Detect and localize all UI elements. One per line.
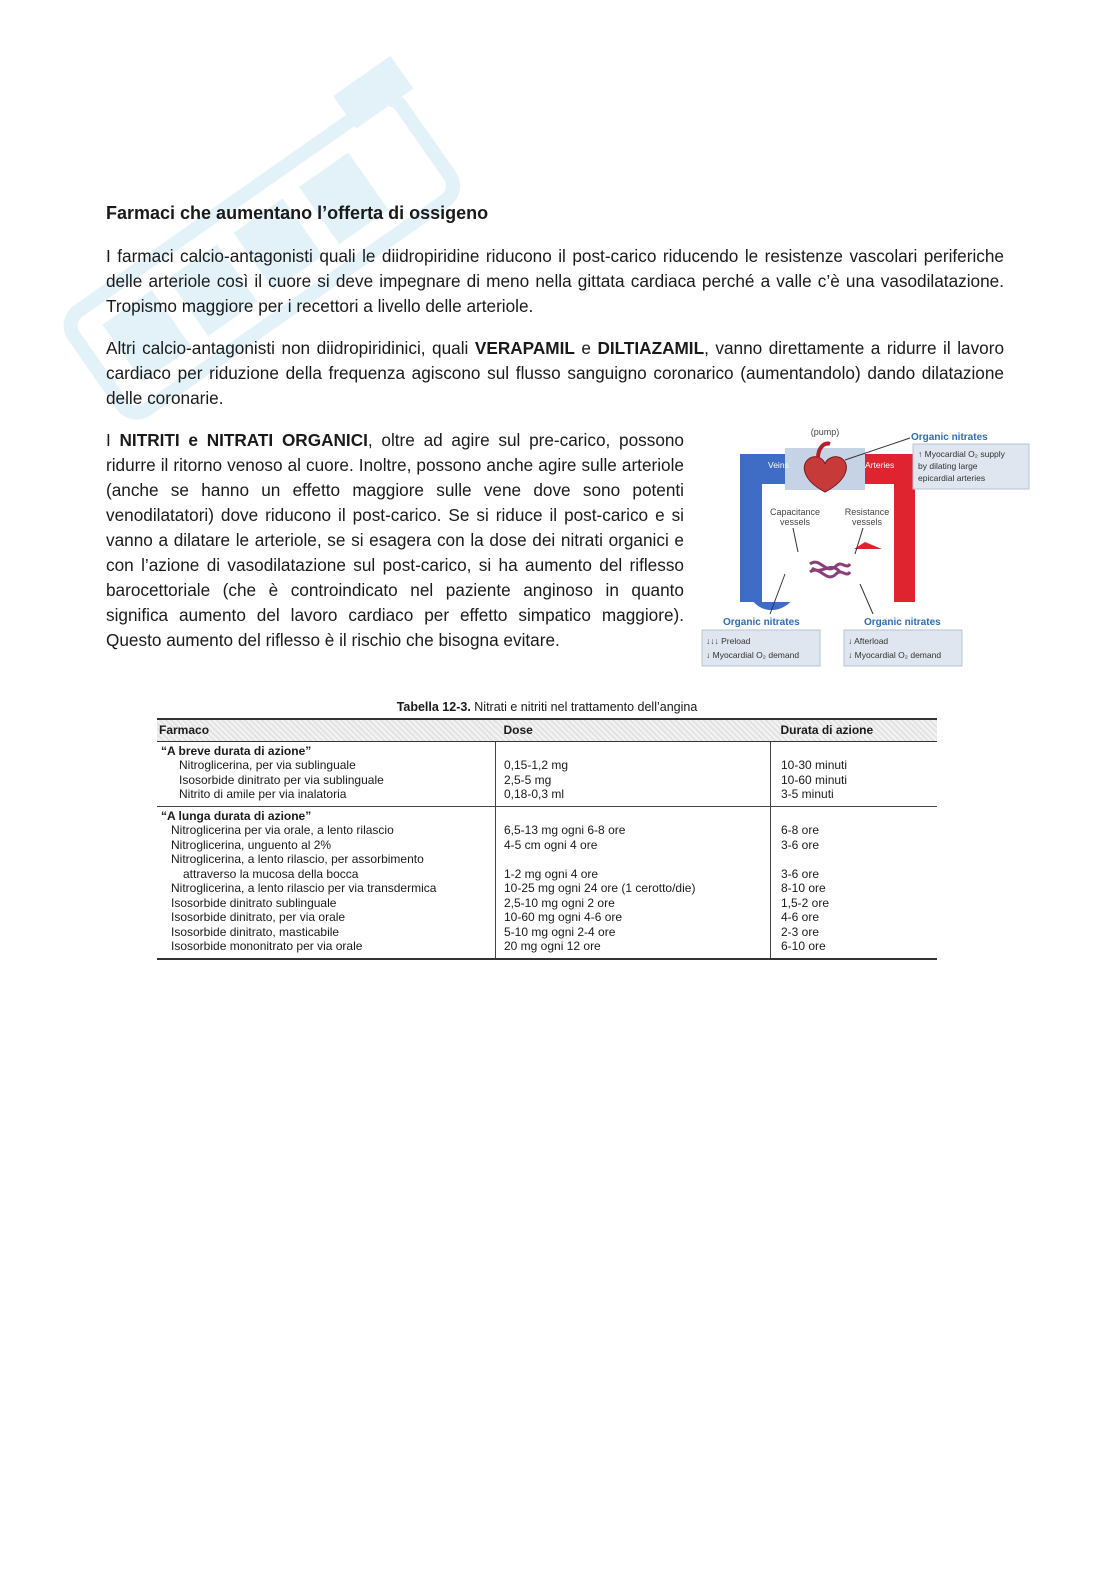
dose-value: 2,5-10 mg ogni 2 ore <box>504 895 615 910</box>
effect-line: ↓↓↓ Preload <box>706 636 751 646</box>
duration-value: 6-10 ore <box>781 939 826 953</box>
dose-value: 4-5 cm ogni 4 ore <box>504 837 598 852</box>
table-caption <box>157 700 937 714</box>
pump-label: (pump) <box>810 427 840 437</box>
drug-cell <box>157 806 496 959</box>
duration-value: 10-30 minuti <box>781 758 848 772</box>
paragraph-text: e <box>574 338 598 358</box>
veins-label: Veins <box>768 460 789 470</box>
effect-line: ↓ Myocardial O₂ demand <box>848 650 942 660</box>
drug-name: Isosorbide mononitrato per via orale <box>171 939 363 953</box>
nitrates-label-right: Organic nitrates <box>864 617 941 628</box>
effect-line: by dilating large <box>918 461 978 471</box>
nitrates-table <box>157 700 937 960</box>
drug-name: Nitroglicerina per via orale, a lento rilascio <box>171 823 394 837</box>
resistance-label-1: Resistance <box>844 507 890 517</box>
effect-line: ↓ Afterload <box>848 636 889 646</box>
drug-name: Isosorbide dinitrato sublinguale <box>171 895 337 910</box>
drug-name: Nitrito di amile per via inalatoria <box>179 787 347 801</box>
table-header-row <box>157 719 937 741</box>
duration-value: 8-10 ore <box>781 881 826 895</box>
drug-name-bold: NITRITI e NITRATI ORGANICI <box>119 430 368 450</box>
drug-cell <box>157 741 496 806</box>
paragraph-calcium-antagonists: I farmaci calcio-antagonisti quali le diidropiridine riducono il post-carico riducendo le resistenze vascolari periferiche delle arteriole così il cuore si deve impegnare di meno nella gittata cardiaca perché a valle c’è una vasodilatazione. Tropismo maggiore per i recettori a livello delle arteriole. <box>106 246 1004 316</box>
table-row <box>157 741 937 806</box>
circulation-diagram <box>700 424 1032 670</box>
dose-value: 5-10 mg ogni 2-4 ore <box>504 924 616 939</box>
dose-cell <box>496 806 771 959</box>
nitrates-label-left: Organic nitrates <box>723 617 800 628</box>
paragraph-text: , oltre ad agire sul pre-carico, possono ridurre il ritorno venoso al cuore. Inoltre, possono anche agire sulle arteriole (anche se hanno un effetto maggiore sulle vene dove sono potenti venodilatatori) dove riducono il post-carico. Se si riduce il post-carico e si vanno a dilatare le arteriole, se si esagera con la dose dei nitrati organici e con l’azione di vasodilatazione sul post-carico, si ha aumento del riflesso barocettoriale (che è controindicato nel paziente anginoso in quanto significa aumento del lavoro cardiaco per effetto simpatico maggiore). Questo aumento del riflesso è il rischio che bisogna evitare. <box>106 430 684 650</box>
paragraph-nitrates <box>106 428 684 653</box>
duration-value: 1,5-2 ore <box>781 895 830 910</box>
dose-value: 10-25 mg ogni 24 ore (1 cerotto/die) <box>504 881 696 895</box>
duration-cell <box>771 741 938 806</box>
dose-value: 0,15-1,2 mg <box>504 758 569 772</box>
effect-line: ↑ Myocardial O₂ supply <box>918 449 1005 459</box>
header-duration: Durata di azione <box>771 719 938 741</box>
duration-value: 3-6 ore <box>781 866 820 881</box>
duration-value: 4-6 ore <box>781 910 820 924</box>
paragraph-text: I <box>106 430 120 450</box>
drug-name-bold: DILTIAZAMIL <box>597 338 705 358</box>
paragraph-text: Altri calcio-antagonisti non diidropiridinici, quali <box>106 338 475 358</box>
effect-line: ↓ Myocardial O₂ demand <box>706 650 800 660</box>
group-title: “A lunga durata di azione” <box>161 808 312 823</box>
drug-name-bold: VERAPAMIL <box>474 338 575 358</box>
dose-cell <box>496 741 771 806</box>
duration-value: 2-3 ore <box>781 924 820 939</box>
drug-name: attraverso la mucosa della bocca <box>183 866 359 881</box>
arteries-label: Arteries <box>865 460 895 470</box>
capacitance-label-1: Capacitance <box>769 507 821 517</box>
dose-value: 20 mg ogni 12 ore <box>504 939 601 953</box>
duration-value: 6-8 ore <box>781 823 820 837</box>
dose-value: 0,18-0,3 ml <box>504 787 565 801</box>
drug-name: Isosorbide dinitrato, masticabile <box>171 924 340 939</box>
drug-name: Nitroglicerina, unguento al 2% <box>171 837 332 852</box>
duration-value: 3-5 minuti <box>781 787 834 801</box>
duration-value: 3-6 ore <box>781 837 820 852</box>
nitrates-label-top: Organic nitrates <box>911 432 988 443</box>
drug-name: Nitroglicerina, a lento rilascio, per assorbimento <box>171 852 424 866</box>
dose-value: 2,5-5 mg <box>504 772 552 787</box>
capacitance-label-2: vessels <box>779 517 811 527</box>
paragraph-text: , vanno direttamente a ridurre il lavoro cardiaco per riduzione della frequenza agiscono sul flusso sanguigno coronarico (aumentandolo) dando dilatazione delle coronarie. <box>106 338 1005 408</box>
effect-line: epicardial arteries <box>918 473 986 483</box>
table-caption-number: Tabella 12-3. <box>396 700 471 714</box>
dose-value: 1-2 mg ogni 4 ore <box>504 866 599 881</box>
duration-cell <box>771 806 938 959</box>
heart-icon <box>785 444 865 492</box>
resistance-label-2: vessels <box>851 517 883 527</box>
page-title: Farmaci che aumentano l’offerta di ossigeno <box>106 203 489 223</box>
group-title: “A breve durata di azione” <box>161 743 312 758</box>
drug-name: Nitroglicerina, a lento rilascio per via transdermica <box>171 881 437 895</box>
header-drug: Farmaco <box>157 719 496 741</box>
table-caption-text: Nitrati e nitriti nel trattamento dell’angina <box>470 700 698 714</box>
drug-name: Nitroglicerina, per via sublinguale <box>179 758 356 772</box>
drug-name: Isosorbide dinitrato per via sublinguale <box>179 772 384 787</box>
header-dose: Dose <box>496 719 771 741</box>
table-row <box>157 806 937 959</box>
drug-name: Isosorbide dinitrato, per via orale <box>171 910 346 924</box>
paragraph-non-dihydropyridines <box>106 336 1004 411</box>
table <box>157 718 937 960</box>
dose-value: 6,5-13 mg ogni 6-8 ore <box>504 823 626 837</box>
duration-value: 10-60 minuti <box>781 772 848 787</box>
dose-value: 10-60 mg ogni 4-6 ore <box>504 910 623 924</box>
